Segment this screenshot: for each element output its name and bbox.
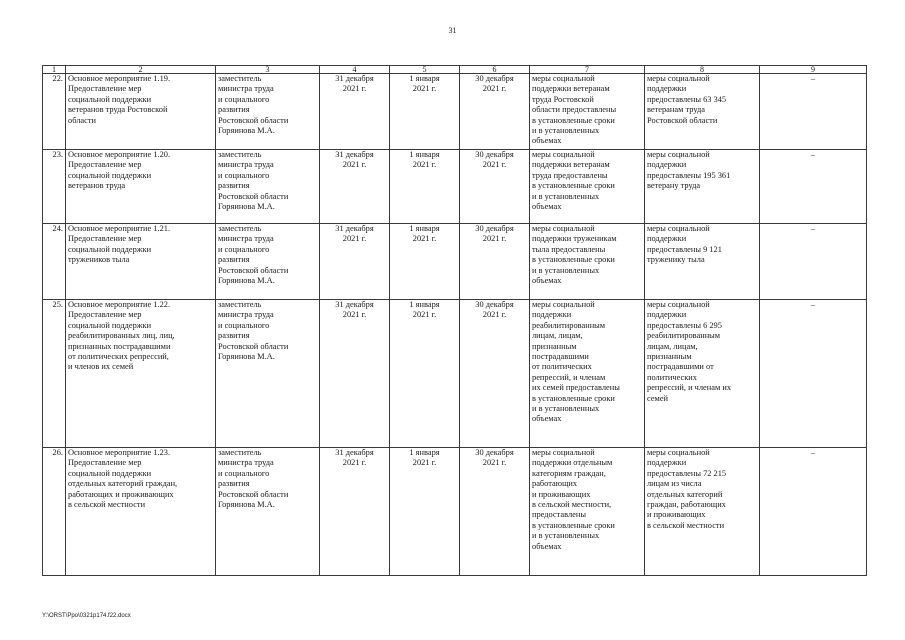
cell-line: заместитель: [218, 150, 262, 159]
cell-line: отдельных категорий граждан,: [68, 479, 178, 489]
cell-line: в установленные сроки: [532, 115, 615, 125]
date-col5-cell: [390, 448, 460, 576]
date-col6-cell: [460, 74, 530, 150]
cell-line: Предоставление мер: [68, 84, 142, 94]
cell-line: 31 декабря: [335, 150, 374, 159]
expected-result-cell: [530, 448, 645, 576]
table-row: [43, 150, 867, 224]
cell-line: труда Ростовской: [532, 94, 594, 104]
cell-line: Предоставление мер: [68, 458, 142, 468]
cell-line: работающих и проживающих: [68, 489, 174, 499]
cell-line: 2021 г.: [342, 234, 367, 244]
cell-line: меры социальной: [532, 448, 595, 457]
actual-result-cell: [645, 300, 760, 448]
cell-line: Ростовской области: [218, 115, 289, 125]
column-number: 9: [760, 66, 867, 74]
cell-line: министра труда: [218, 160, 274, 170]
cell-line: в установленные сроки: [532, 393, 615, 403]
cell-line: 31 декабря: [335, 74, 374, 83]
cell-line: и в установленных: [532, 126, 600, 136]
cell-line: реабилитированным: [647, 331, 721, 341]
cell-line: министра труда: [218, 234, 274, 244]
date-col4-cell: [320, 300, 390, 448]
cell-line: 2021 г.: [412, 84, 437, 94]
cell-line: и в установленных: [532, 404, 600, 414]
activity-cell: [66, 224, 216, 300]
cell-line: их семей предоставлены: [532, 383, 620, 393]
cell-line: в сельской местности: [647, 520, 725, 530]
cell-line: и социального: [218, 244, 270, 254]
responsible-cell: [216, 150, 320, 224]
cell-line: тружеников тыла: [68, 255, 130, 265]
cell-line: реабилитированных лиц, лиц,: [68, 331, 175, 341]
responsible-cell: [216, 224, 320, 300]
cell-line: признанным: [647, 352, 692, 362]
column-number: 3: [216, 66, 320, 74]
column-number: 4: [320, 66, 390, 74]
date-col4-cell: [320, 150, 390, 224]
responsible-cell: [216, 74, 320, 150]
cell-line: заместитель: [218, 300, 262, 309]
note-cell: –: [760, 74, 867, 150]
cell-line: области: [68, 115, 96, 125]
cell-line: лицам из числа: [647, 479, 702, 489]
cell-line: развития: [218, 479, 250, 489]
actual-result-cell: [645, 74, 760, 150]
cell-line: 1 января: [409, 224, 440, 233]
cell-line: поддержки ветеранам: [532, 160, 610, 170]
cell-line: 2021 г.: [342, 160, 367, 170]
cell-line: признанных пострадавшими: [68, 341, 171, 351]
cell-line: меры социальной: [647, 150, 710, 159]
cell-line: Предоставление мер: [68, 160, 142, 170]
cell-line: в установленные сроки: [532, 181, 615, 191]
cell-line: меры социальной: [647, 74, 710, 83]
expected-result-cell: [530, 74, 645, 150]
cell-line: труда предоставлены: [532, 170, 608, 180]
cell-line: 2021 г.: [342, 458, 367, 468]
cell-line: признанным: [532, 341, 577, 351]
date-col5-cell: [390, 300, 460, 448]
row-number-cell: 26.: [43, 448, 66, 576]
cell-line: и проживающих: [647, 510, 706, 520]
note-cell: –: [760, 224, 867, 300]
expected-result-cell: [530, 224, 645, 300]
cell-line: поддержки: [647, 160, 687, 170]
date-col5-cell: [390, 74, 460, 150]
cell-line: Основное мероприятие 1.21.: [68, 224, 171, 233]
cell-line: поддержки: [647, 84, 687, 94]
cell-line: в сельской местности: [68, 500, 146, 510]
cell-line: поддержки труженикам: [532, 234, 617, 244]
cell-line: 31 декабря: [335, 224, 374, 233]
cell-line: области предоставлены: [532, 105, 617, 115]
cell-line: социальной поддержки: [68, 320, 152, 330]
date-col4-cell: [320, 74, 390, 150]
cell-line: социальной поддержки: [68, 170, 152, 180]
column-number: 2: [66, 66, 216, 74]
cell-line: Ростовской области: [218, 341, 289, 351]
cell-line: Ростовской области: [218, 489, 289, 499]
note-cell: –: [760, 300, 867, 448]
cell-line: меры социальной: [647, 224, 710, 233]
cell-line: развития: [218, 331, 250, 341]
cell-line: развития: [218, 255, 250, 265]
cell-line: и социального: [218, 170, 270, 180]
cell-line: от политических репрессий,: [68, 352, 169, 362]
cell-line: и в установленных: [532, 531, 600, 541]
activities-table: [42, 65, 867, 576]
cell-line: Ростовской области: [218, 265, 289, 275]
cell-line: объемах: [532, 202, 562, 212]
cell-line: предоставлены 9 121: [647, 244, 722, 254]
cell-line: 2021 г.: [482, 234, 507, 244]
cell-line: реабилитированным: [532, 320, 606, 330]
cell-line: предоставлены: [532, 510, 586, 520]
activity-cell: [66, 74, 216, 150]
cell-line: 2021 г.: [412, 234, 437, 244]
cell-line: 2021 г.: [482, 84, 507, 94]
cell-line: 31 декабря: [335, 448, 374, 457]
cell-line: ветеранов труда Ростовской: [68, 105, 168, 115]
cell-line: Основное мероприятие 1.22.: [68, 300, 171, 309]
cell-line: лицам, лицам,: [647, 341, 698, 351]
cell-line: 30 декабря: [475, 150, 514, 159]
cell-line: отдельных категорий: [647, 489, 723, 499]
cell-line: 2021 г.: [342, 84, 367, 94]
cell-line: министра труда: [218, 458, 274, 468]
activity-cell: [66, 150, 216, 224]
date-col5-cell: [390, 224, 460, 300]
cell-line: и социального: [218, 468, 270, 478]
note-cell: –: [760, 448, 867, 576]
cell-line: 30 декабря: [475, 224, 514, 233]
actual-result-cell: [645, 448, 760, 576]
cell-line: объемах: [532, 541, 562, 551]
cell-line: заместитель: [218, 448, 262, 457]
cell-line: поддержки: [532, 310, 572, 320]
cell-line: 1 января: [409, 300, 440, 309]
cell-line: объемах: [532, 136, 562, 146]
cell-line: Предоставление мер: [68, 234, 142, 244]
cell-line: предоставлены 6 295: [647, 320, 722, 330]
column-number: 7: [530, 66, 645, 74]
cell-line: категориям граждан,: [532, 468, 606, 478]
cell-line: Основное мероприятие 1.23.: [68, 448, 171, 457]
cell-line: в установленные сроки: [532, 255, 615, 265]
cell-line: репрессий, и членам их: [647, 383, 732, 393]
row-number-cell: 24.: [43, 224, 66, 300]
cell-line: пострадавшими: [532, 352, 589, 362]
expected-result-cell: [530, 150, 645, 224]
cell-line: граждан, работающих: [647, 500, 726, 510]
column-number: 1: [43, 66, 66, 74]
column-number: 5: [390, 66, 460, 74]
cell-line: труженику тыла: [647, 255, 705, 265]
cell-line: поддержки ветеранам: [532, 84, 610, 94]
cell-line: заместитель: [218, 224, 262, 233]
cell-line: и в установленных: [532, 265, 600, 275]
cell-line: 30 декабря: [475, 448, 514, 457]
actual-result-cell: [645, 150, 760, 224]
cell-line: объемах: [532, 414, 562, 424]
cell-line: поддержки отдельным: [532, 458, 613, 468]
cell-line: и членов их семей: [68, 362, 134, 372]
date-col6-cell: [460, 224, 530, 300]
cell-line: Предоставление мер: [68, 310, 142, 320]
cell-line: работающих: [532, 479, 578, 489]
cell-line: от политических: [532, 362, 592, 372]
cell-line: меры социальной: [647, 448, 710, 457]
cell-line: тыла предоставлены: [532, 244, 606, 254]
table-row: [43, 74, 867, 150]
cell-line: поддержки: [647, 310, 687, 320]
actual-result-cell: [645, 224, 760, 300]
cell-line: предоставлены 195 361: [647, 170, 731, 180]
cell-line: и социального: [218, 94, 270, 104]
cell-line: Горяинова М.А.: [218, 126, 275, 136]
table-row: [43, 300, 867, 448]
cell-line: 1 января: [409, 74, 440, 83]
cell-line: социальной поддержки: [68, 468, 152, 478]
cell-line: в сельской местности,: [532, 500, 612, 510]
cell-line: семей: [647, 393, 669, 403]
cell-line: 31 декабря: [335, 300, 374, 309]
cell-line: заместитель: [218, 74, 262, 83]
cell-line: лицам, лицам,: [532, 331, 583, 341]
cell-line: предоставлены 63 345: [647, 94, 727, 104]
cell-line: репрессий, и членам: [532, 372, 606, 382]
cell-line: политических: [647, 372, 697, 382]
cell-line: 1 января: [409, 448, 440, 457]
cell-line: 2021 г.: [412, 310, 437, 320]
cell-line: 2021 г.: [412, 458, 437, 468]
cell-line: 2021 г.: [482, 458, 507, 468]
cell-line: Основное мероприятие 1.20.: [68, 150, 171, 159]
column-number: 8: [645, 66, 760, 74]
cell-line: объемах: [532, 276, 562, 286]
note-cell: –: [760, 150, 867, 224]
cell-line: ветеранам труда: [647, 105, 705, 115]
activity-cell: [66, 300, 216, 448]
cell-line: поддержки: [647, 234, 687, 244]
cell-line: 2021 г.: [482, 160, 507, 170]
activity-cell: [66, 448, 216, 576]
cell-line: пострадавшими от: [647, 362, 714, 372]
cell-line: Горяинова М.А.: [218, 202, 275, 212]
cell-line: Горяинова М.А.: [218, 352, 275, 362]
date-col5-cell: [390, 150, 460, 224]
cell-line: и социального: [218, 320, 270, 330]
date-col6-cell: [460, 150, 530, 224]
cell-line: 2021 г.: [342, 310, 367, 320]
cell-line: социальной поддержки: [68, 94, 152, 104]
cell-line: предоставлены 72 215: [647, 468, 727, 478]
footer-file-path: Y:\ORST\Ppo\0321p174.f22.docx: [42, 613, 131, 619]
page-number: 31: [448, 26, 457, 35]
cell-line: 2021 г.: [412, 160, 437, 170]
cell-line: Ростовской области: [647, 115, 718, 125]
cell-line: Ростовской области: [218, 191, 289, 201]
cell-line: Горяинова М.А.: [218, 500, 275, 510]
date-col6-cell: [460, 448, 530, 576]
cell-line: поддержки: [647, 458, 687, 468]
cell-line: ветерану труда: [647, 181, 701, 191]
cell-line: и в установленных: [532, 191, 600, 201]
cell-line: меры социальной: [532, 150, 595, 159]
cell-line: меры социальной: [532, 224, 595, 233]
responsible-cell: [216, 448, 320, 576]
row-number-cell: 22.: [43, 74, 66, 150]
date-col4-cell: [320, 448, 390, 576]
cell-line: 30 декабря: [475, 74, 514, 83]
cell-line: и проживающих: [532, 489, 591, 499]
cell-line: в установленные сроки: [532, 520, 615, 530]
date-col4-cell: [320, 224, 390, 300]
cell-line: меры социальной: [532, 74, 595, 83]
cell-line: министра труда: [218, 310, 274, 320]
row-number-cell: 25.: [43, 300, 66, 448]
table-row: [43, 448, 867, 576]
cell-line: ветеранов труда: [68, 181, 126, 191]
table-row: [43, 224, 867, 300]
cell-line: Горяинова М.А.: [218, 276, 275, 286]
cell-line: развития: [218, 181, 250, 191]
cell-line: меры социальной: [647, 300, 710, 309]
cell-line: 30 декабря: [475, 300, 514, 309]
cell-line: министра труда: [218, 84, 274, 94]
date-col6-cell: [460, 300, 530, 448]
cell-line: 2021 г.: [482, 310, 507, 320]
cell-line: меры социальной: [532, 300, 595, 309]
column-number-row: [43, 66, 867, 74]
expected-result-cell: [530, 300, 645, 448]
responsible-cell: [216, 300, 320, 448]
column-number: 6: [460, 66, 530, 74]
cell-line: социальной поддержки: [68, 244, 152, 254]
cell-line: развития: [218, 105, 250, 115]
cell-line: 1 января: [409, 150, 440, 159]
cell-line: Основное мероприятие 1.19.: [68, 74, 171, 83]
row-number-cell: 23.: [43, 150, 66, 224]
